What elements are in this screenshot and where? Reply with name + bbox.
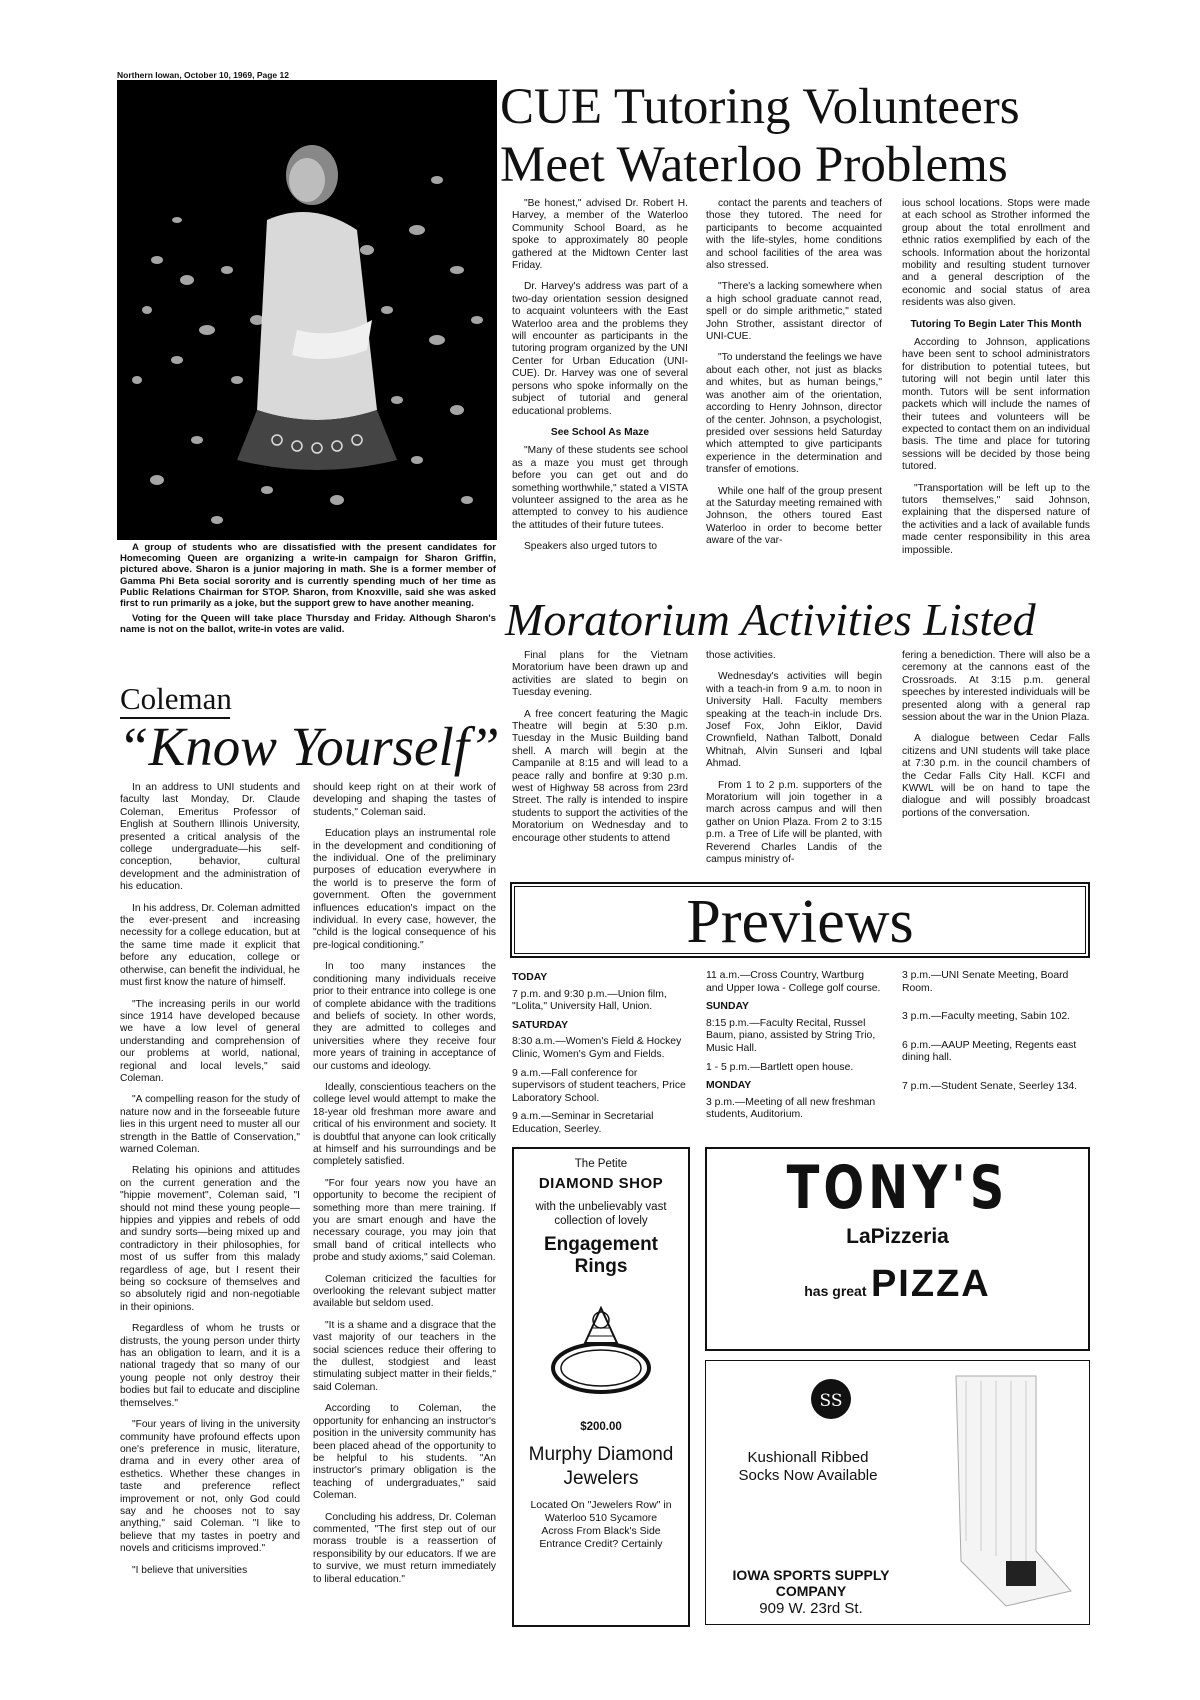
tonys-has: has great xyxy=(804,1283,867,1299)
cue-headline: CUE Tutoring Volunteers Meet Waterloo Problems xyxy=(500,79,1020,193)
paragraph: ious school locations. Stops were made at each school as Strother informed the group about the total enrollment and ethnic ratios exemplified by each of the schools. Information about the horizontal mobility and resulting student turnover and a general description of the economic and social status of area residents was also given. xyxy=(902,198,1090,309)
paragraph: Wednesday's activities will begin with a teach-in from 9 a.m. to noon in University Hall. Faculty members speaking at the teach-in include Drs. Josef Fox, John Eiklor, David Crownfield, Nathan Talbott, Donald Whitnah, Alvin Sunseri and Iqbal Ahmad. xyxy=(706,671,882,770)
paragraph: "Many of these students see school as a maze you must get through before you can get out and do something worthwhile," stated a VISTA volunteer assigned to the area as he attempted to convey to his audience the attitudes of their future tutees. xyxy=(512,445,688,531)
paragraph: "A compelling reason for the study of nature now and in the forseeable future lies in this urgent need to muster all our strength in the Battle of Conservation," warned Coleman. xyxy=(120,1094,300,1155)
paragraph: "The increasing perils in our world since 1914 have developed because we have a low level of general understanding and comprehension of our problems at world, national, regional and local levels," said Coleman. xyxy=(120,998,300,1084)
paragraph: "Transportation will be left up to the tutors themselves," said Johnson, explaining that the dispersed nature of the activities and a lack of available funds made center responsibility in this area impossible. xyxy=(902,482,1090,556)
ad-price: $200.00 xyxy=(580,1421,622,1433)
event-item: 1 - 5 p.m.—Bartlett open house. xyxy=(706,1061,854,1073)
subhead: Tutoring To Begin Later This Month xyxy=(910,318,1082,330)
paragraph: Relating his opinions and attitudes on the current generation and the "hippie movement", Coleman said, "I should not mind these young people—hippies and yippies and rebels of odd and sundry sorts—being mixed up and contradictory in their philosophies, for most of us suffer from this malady regardless of age, but I resent their being so cocksure of themselves and so absolutely rigid and non-negotiable in their opinions. xyxy=(120,1165,300,1313)
paragraph: A free concert featuring the Magic Theatre will begin at 5:30 p.m. Tuesday in the Music Building band shell. A march will begin at the Campanile at 8:15 and will lead to a peace rally and bonfire at 9:30 p.m. west of Highway 58 across from 23rd Street. The rally is intended to inspire students to support the activities of the Moratorium on Wednesday and to encourage other students to attend xyxy=(512,708,688,844)
paragraph: Coleman criticized the faculties for overlooking the relevant subject matter available but seldom used. xyxy=(313,1273,496,1310)
coleman-label: Coleman xyxy=(120,681,232,716)
ad-iowa-sports xyxy=(705,1360,1090,1625)
crowd-photo-illustration xyxy=(117,80,497,540)
store-name-text: IOWA SPORTS SUPPLY COMPANY xyxy=(732,1567,890,1599)
paragraph: those activities. xyxy=(706,650,776,661)
event-item: 3 p.m.—Meeting of all new freshman students, Auditorium. xyxy=(706,1096,876,1121)
moratorium-column-2 xyxy=(706,650,882,876)
ring-icon xyxy=(541,1288,661,1408)
tonys-name: TONY'S xyxy=(786,1153,1009,1223)
paragraph: According to Johnson, applications have been sent to school administrators for distribution to potential tutees, but tutoring will not begin until later this month. Tutors will be sent information packets which will include the names of their tutees and volunteers will be expected to contact them on an individual basis. The time and place for tutoring sessions will be decided by those being tutored. xyxy=(902,337,1090,473)
ad-diamond-shop xyxy=(512,1147,690,1627)
event-item: 3 p.m.—Faculty meeting, Sabin 102. xyxy=(902,1011,1071,1023)
subhead: See School As Maze xyxy=(550,426,650,438)
previews-column-3 xyxy=(902,970,1090,1100)
paragraph: "It is a shame and a disgrace that the vast majority of our teachers in the social sciences reduce their offering to the dullest, stodgiest and least stimulating subject matter in their fields," said Coleman. xyxy=(313,1319,496,1393)
ad-jeweler: Murphy Diamond Jewelers xyxy=(528,1444,674,1489)
event-item: 6 p.m.—AAUP Meeting, Regents east dining hall. xyxy=(902,1039,1077,1064)
paragraph: should keep right on at their work of developing and shaping the tastes of students," Coleman said. xyxy=(313,782,496,818)
socks-text: Kushionall Ribbed Socks Now Available xyxy=(738,1449,878,1484)
paragraph: According to Coleman, the opportunity for enhancing an instructor's position in the university community has been placed ahead of the opportunity to be helpful to his students. "An instructor's primary obligation is the teaching of undergraduates," said Coleman. xyxy=(313,1403,496,1502)
event-item: 3 p.m.—UNI Senate Meeting, Board Room. xyxy=(902,970,1069,994)
coleman-column-2 xyxy=(313,782,496,1595)
previews-column-2 xyxy=(706,970,882,1128)
paragraph: "Be honest," advised Dr. Robert H. Harvey, a member of the Waterloo Community School Board, as he spoke to approximately 80 people gathered at the Midtown Center last Friday. xyxy=(512,198,688,272)
store-logo-text: SS xyxy=(819,1391,843,1411)
paragraph: In too many instances the conditioning many individuals receive prior to their entrance into college is one of complete abidance with the traditions and beliefs of society. In other words, they are admitted to colleges and universities where they receive four more years of training in acceptance of our customs and ideology. xyxy=(313,961,496,1072)
event-item: 9 a.m.—Fall conference for supervisors of student teachers, Price Laboratory School. xyxy=(512,1067,686,1104)
event-item: 8:30 a.m.—Women's Field & Hockey Clinic, Women's Gym and Fields. xyxy=(512,1036,682,1060)
previews-banner xyxy=(510,882,1090,958)
paragraph: "There's a lacking somewhere when a high school graduate cannot read, spell or do simple arithmetic," stated John Strother, assistant director of UNI-CUE. xyxy=(706,281,882,343)
ad-tonys xyxy=(705,1147,1090,1351)
ad-line: with the unbelievably vast collection of lovely xyxy=(535,1201,667,1227)
photo-sharon-griffin xyxy=(117,80,497,540)
event-day: SUNDAY xyxy=(706,1001,749,1013)
tonys-pizza: PIZZA xyxy=(870,1263,991,1305)
store-name xyxy=(726,1567,896,1617)
photo-caption xyxy=(120,542,496,640)
caption-paragraph: A group of students who are dissatisfied with the present candidates for Homecoming Queen are organizing a write-in campaign for Sharon Griffin, pictured above. Sharon is a junior majoring in math. She is a former member of Gamma Phi Beta social sorority and is currently spending much of her time as Public Relations Chairman for STOP. Sharon, from Knoxville, said she was asked first to run primarily as a joke, but the support grew to have another meaning. xyxy=(120,542,496,610)
caption-paragraph: Voting for the Queen will take place Thursday and Friday. Although Sharon's name is not on the ballot, write-in votes are valid. xyxy=(120,613,496,636)
paragraph: Speakers also urged tutors to xyxy=(524,541,658,553)
paragraph: "I believe that universities xyxy=(132,1564,248,1576)
ad-shop-name: DIAMOND SHOP xyxy=(538,1175,664,1192)
paragraph: Ideally, conscientious teachers on the college level would attempt to make the 18-year old freshman more aware and critical of his environment and society. It is doubtful that anyone can look critically at himself and his surroundings and be completely satisfied. xyxy=(313,1081,496,1168)
paragraph: Concluding his address, Dr. Coleman commented, "The first step out of our morass trouble is a reassertion of responsibility by our educators. If we are to survive, we must return immediately to liberal education." xyxy=(313,1511,496,1585)
paragraph: Final plans for the Vietnam Moratorium have been drawn up and activities are slated to begin on Tuesday evening. xyxy=(512,650,688,699)
event-item: 8:15 p.m.—Faculty Recital, Russel Baum, piano, assisted by String Trio, Music Hall. xyxy=(706,1017,876,1054)
event-day: MONDAY xyxy=(706,1080,752,1092)
paragraph: Dr. Harvey's address was part of a two-day orientation session designed to acquaint volunteers with the East Waterloo area and the problems they will encounter as participants in the tutoring program organized by the UNI Center for Urban Education (UNI-CUE). Dr. Harvey was one of several persons who spoke informally on the subject of tutorial and general educational problems. xyxy=(512,281,688,417)
paragraph: A dialogue between Cedar Falls citizens and UNI students will take place at 7:30 p.m. in the council chambers of the Cedar Falls City Hall. KCFI and KWWL will be on hand to tape the dialogue and will possibly broadcast portions of the conversation. xyxy=(902,733,1090,819)
paragraph: Regardless of whom he trusts or distrusts, the young person under thirty has an obligation to learn, and it is a national tragedy that so many of our young people not only destroy their bodies but fail to educate and discipline themselves." xyxy=(120,1323,300,1409)
event-item: 9 a.m.—Seminar in Secretarial Education, Seerley. xyxy=(512,1111,654,1135)
event-day: SATURDAY xyxy=(512,1019,569,1031)
coleman-column-1 xyxy=(120,782,300,1586)
cue-column-2 xyxy=(706,198,882,557)
tonys-sub: LaPizzeria xyxy=(846,1225,949,1248)
coleman-headline: “Know Yourself” xyxy=(118,716,500,777)
event-day: TODAY xyxy=(512,972,548,983)
cue-column-3 xyxy=(902,198,1090,566)
paragraph: "To understand the feelings we have about each other, not just as blacks and whites, but as human beings," was another aim of the orientation, according to Henry Johnson, director of the center. Johnson, a psychologist, presided over sessions held Saturday which attempted to give participants experience in the determination and transfer of emotions. xyxy=(706,352,882,476)
previews-title: Previews xyxy=(686,888,914,956)
paragraph: In an address to UNI students and faculty last Monday, Dr. Claude Coleman, Emeritus Professor of English at Southern Illinois University, presented a critical analysis of the college undergraduate—his self-conception, behavior, cultural development and the administration of his education. xyxy=(120,782,300,893)
moratorium-column-1 xyxy=(512,650,688,854)
ad-headline: Engagement Rings xyxy=(543,1234,659,1277)
folio: Northern Iowan, October 10, 1969, Page 12 xyxy=(117,70,289,80)
paragraph: In his address, Dr. Coleman admitted the ever-present and increasing necessity for a college education, but at the same time made it explicit that before any education, college or otherwise, can benefit the individual, he must first know the nature of himself. xyxy=(120,902,300,989)
paragraph: "For four years now you have an opportunity to become the recipient of something more than mere training. If you are smart enough and have the necessary courage, you may join that small band of critical intellects who probe and study axioms," said Coleman. xyxy=(313,1177,496,1264)
paragraph: contact the parents and teachers of those they tutored. The need for participants to become acquainted with the life-styles, home conditions and school facilities of the area was also stressed. xyxy=(706,198,882,272)
previews-column-1 xyxy=(512,970,690,1143)
paragraph: "Four years of living in the university community have profound effects upon one's preference in music, literature, drama and in every other area of esthetics. Whether these changes in taste and preference reflect improvement or not, only God could say and he chooses not to say anything," said Coleman. "I like to believe that my tastes in poetry and novels and criticisms improved." xyxy=(120,1419,300,1555)
paragraph: Education plays an instrumental role in the development and conditioning of the individual. One of the preliminary purposes of education everywhere in the world is to preserve the form of government. Often the government influences education's impact on the individual. In every case, however, the "child is the logical consequence of his pre-logical conditioning." xyxy=(313,828,496,951)
store-address: 909 W. 23rd St. xyxy=(759,1600,863,1617)
event-item: 7 p.m. and 9:30 p.m.—Union film, "Lolita," University Hall, Union. xyxy=(512,988,667,1013)
event-item: 11 a.m.—Cross Country, Wartburg and Upper Iowa - College golf course. xyxy=(706,970,881,994)
moratorium-headline: Moratorium Activities Listed xyxy=(505,594,1036,645)
event-item: 7 p.m.—Student Senate, Seerley 134. xyxy=(902,1080,1078,1092)
cue-column-1 xyxy=(512,198,688,563)
paragraph: fering a benediction. There will also be a ceremony at the cannons east of the Crossroads. At 3:15 p.m. general speeches by interested individuals will be presented along with a general rap session about the war in the Union Plaza. xyxy=(902,650,1090,724)
paragraph: From 1 to 2 p.m. supporters of the Moratorium will join together in a march across campus and will then gather on Union Plaza. From 2 to 3:15 p.m. a Tree of Life will be planted, with Reverend Charles Landis of the campus ministry of- xyxy=(706,779,882,866)
ad-location: Located On "Jewelers Row" in Waterloo 510 Sycamore Across From Black's Side Entrance Credit? Certainly xyxy=(530,1499,672,1550)
paragraph: While one half of the group present at the Saturday meeting remained with Johnson, the others toured East Waterloo in order to become better aware of the var- xyxy=(706,485,882,547)
ad-line: The Petite xyxy=(574,1158,628,1170)
moratorium-column-3 xyxy=(902,650,1090,829)
